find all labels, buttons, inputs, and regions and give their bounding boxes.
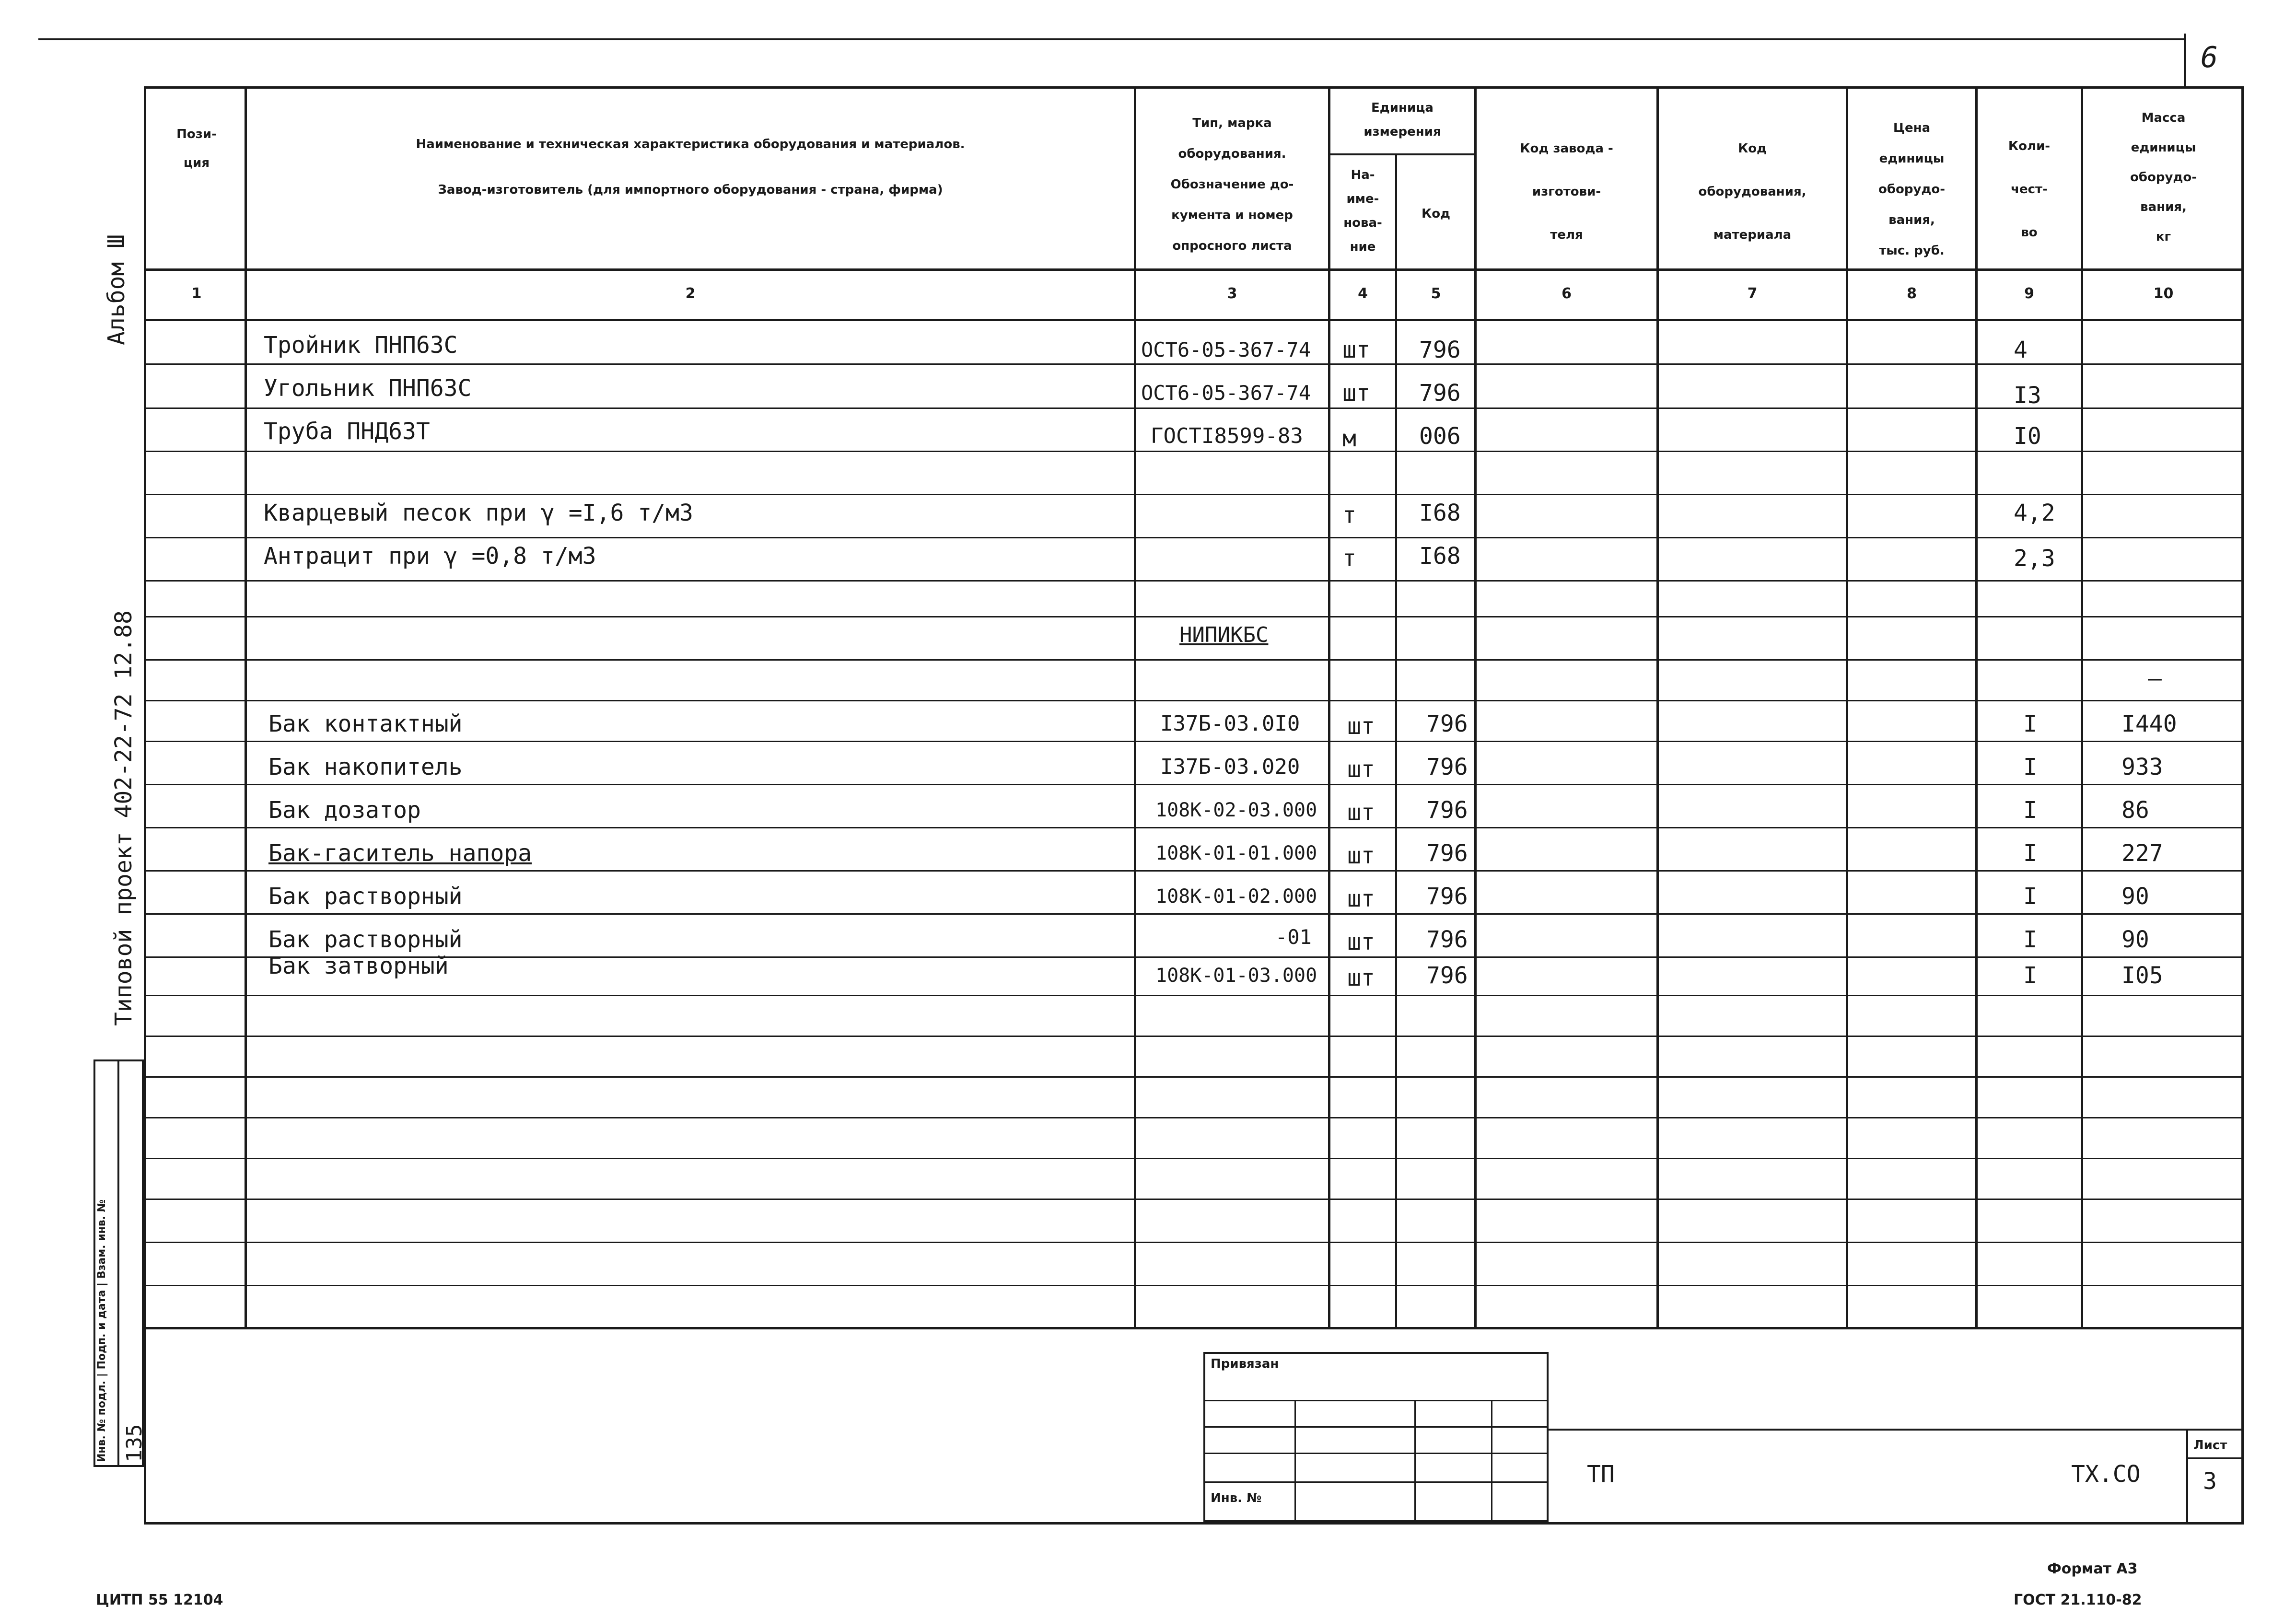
colnum-2: 2 — [685, 285, 696, 302]
row-15-qty: I — [2023, 962, 2037, 989]
footer-left: ЦИТП 55 12104 — [96, 1592, 223, 1608]
titleblock-code: ТХ.СО — [2071, 1461, 2141, 1488]
header-unit-code: Код — [1421, 207, 1451, 221]
colnum-4: 4 — [1358, 285, 1368, 302]
row-13-code: 796 — [1426, 883, 1468, 910]
col-line-6 — [1656, 86, 1659, 1328]
row-2-doc: ГОСТI8599-83 — [1151, 424, 1303, 448]
row-4-name: Кварцевый песок при γ =I,6 т/м3 — [264, 500, 693, 526]
col-line-2 — [1134, 86, 1136, 1328]
row-line — [144, 956, 2244, 958]
colnum-bottom-line — [144, 319, 2244, 321]
row-10-doc: I37Б-03.020 — [1160, 755, 1300, 779]
row-5-name: Антрацит при γ =0,8 т/м3 — [264, 543, 596, 570]
colnum-9: 9 — [2024, 285, 2034, 302]
row-0-qty: 4 — [2014, 337, 2028, 363]
row-line — [144, 784, 2244, 785]
tb-line — [1203, 1481, 1549, 1483]
col-line-1 — [245, 86, 247, 1328]
colnum-5: 5 — [1431, 285, 1441, 302]
row-14-name: Бак растворный — [268, 926, 463, 953]
row-5-code: I68 — [1419, 543, 1461, 570]
header-position: Пози- ция — [176, 127, 217, 170]
row-12-qty: I — [2023, 840, 2037, 867]
row-14-qty: I — [2023, 926, 2037, 953]
row-11-doc: 108К-02-03.000 — [1155, 799, 1317, 821]
project-label: Типовой проект 402-22-72 12.88 — [110, 610, 137, 1026]
colnum-10: 10 — [2153, 285, 2174, 302]
col-line-9 — [2081, 86, 2083, 1328]
row-10-unit: шт — [1347, 756, 1375, 783]
row-10-code: 796 — [1426, 754, 1468, 780]
row-9-code: 796 — [1426, 710, 1468, 737]
row-9-name: Бак контактный — [268, 710, 463, 737]
col-line-5 — [1474, 86, 1477, 1328]
row-line — [144, 870, 2244, 872]
header-bottom-line — [144, 268, 2244, 271]
header-price: Цена единицы оборудо- вания, тыс. руб. — [1878, 121, 1946, 258]
row-7-doc: НИПИКБС — [1179, 623, 1269, 647]
titleblock-list-value: 3 — [2203, 1468, 2217, 1495]
row-14-unit: шт — [1347, 929, 1375, 955]
row-0-unit: шт — [1342, 337, 1370, 363]
row-12-mass: 227 — [2121, 840, 2163, 867]
tb-vline — [1414, 1400, 1416, 1522]
row-0-name: Тройник ПНП63С — [264, 332, 458, 359]
tb-line — [1203, 1453, 1549, 1454]
col-line-8 — [1975, 86, 1978, 1328]
row-line — [144, 1158, 2244, 1159]
row-line — [144, 1242, 2244, 1243]
header-factory-code: Код завода - изготови- теля — [1520, 141, 1613, 242]
row-line — [144, 659, 2244, 661]
titleblock-inv-no: Инв. № — [1211, 1491, 1262, 1505]
tb-list-hline — [2186, 1457, 2244, 1459]
row-line — [144, 494, 2244, 495]
row-2-qty: I0 — [2014, 423, 2041, 450]
colnum-1: 1 — [191, 285, 202, 302]
row-11-unit: шт — [1347, 799, 1375, 826]
row-line — [144, 1285, 2244, 1286]
tb-line — [1203, 1400, 1549, 1401]
colnum-3: 3 — [1227, 285, 1237, 302]
row-1-code: 796 — [1419, 380, 1461, 407]
row-9-qty: I — [2023, 710, 2037, 737]
row-13-doc: 108К-01-02.000 — [1155, 885, 1317, 908]
row-line — [144, 407, 2244, 409]
row-14-doc: -01 — [1275, 925, 1312, 949]
titleblock-privyazan: Привязан — [1211, 1357, 1279, 1371]
header-name-line1: Наименование и техническая характеристика оборудования и материалов. — [416, 137, 965, 151]
tb-main-top — [1549, 1429, 2244, 1431]
col-line-7 — [1846, 86, 1848, 1328]
row-line — [144, 451, 2244, 452]
album-label: Альбом Ш — [103, 234, 130, 345]
row-line — [144, 741, 2244, 742]
stamp-divider — [117, 1059, 119, 1467]
row-13-mass: 90 — [2121, 883, 2149, 910]
row-4-unit: т — [1342, 502, 1356, 529]
row-15-name: Бак затворный — [268, 953, 449, 979]
tb-line — [1203, 1426, 1549, 1428]
colnum-8: 8 — [1907, 285, 1917, 302]
row-line — [144, 700, 2244, 701]
format-label: Формат А3 — [2047, 1560, 2138, 1577]
row-13-name: Бак растворный — [268, 883, 463, 910]
table-bottom-line — [144, 1327, 2244, 1329]
row-line — [144, 913, 2244, 915]
row-15-unit: шт — [1347, 965, 1375, 991]
row-10-name: Бак накопитель — [268, 754, 463, 780]
row-14-mass: 90 — [2121, 926, 2149, 953]
row-line — [144, 537, 2244, 538]
footer-right: ГОСТ 21.110-82 — [2014, 1592, 2142, 1608]
top-border-line — [38, 38, 2186, 40]
row-4-qty: 4,2 — [2014, 500, 2055, 526]
header-equipment-code: Код оборудования, материала — [1698, 141, 1806, 242]
row-13-qty: I — [2023, 883, 2037, 910]
row-12-unit: шт — [1347, 842, 1375, 869]
row-1-doc: ОСТ6-05-367-74 — [1141, 381, 1311, 405]
row-8-mass: – — [2148, 665, 2162, 692]
row-14-code: 796 — [1426, 926, 1468, 953]
row-5-unit: т — [1342, 545, 1356, 572]
row-12-doc: 108К-01-01.000 — [1155, 842, 1317, 864]
colnum-7: 7 — [1747, 285, 1758, 302]
row-11-code: 796 — [1426, 797, 1468, 824]
unit-group-line — [1328, 153, 1474, 155]
row-line — [144, 995, 2244, 996]
header-name-line2: Завод-изготовитель (для импортного оборудования - страна, фирма) — [438, 183, 943, 197]
tb-vline — [1491, 1400, 1492, 1522]
row-line — [144, 1199, 2244, 1200]
row-10-qty: I — [2023, 754, 2037, 780]
row-15-mass: I05 — [2121, 962, 2163, 989]
titleblock-list-label: Лист — [2193, 1438, 2227, 1453]
top-sheet-number: 6 — [2201, 41, 2218, 74]
header-quantity: Коли- чест- во — [2008, 139, 2051, 240]
row-10-mass: 933 — [2121, 754, 2163, 780]
row-line — [144, 1036, 2244, 1037]
row-2-name: Труба ПНД63Т — [264, 418, 430, 445]
row-9-unit: шт — [1347, 713, 1375, 740]
table-frame — [144, 86, 2244, 1328]
row-13-unit: шт — [1347, 885, 1375, 912]
row-0-code: 796 — [1419, 337, 1461, 363]
row-11-qty: I — [2023, 797, 2037, 824]
row-0-doc: ОСТ6-05-367-74 — [1141, 338, 1311, 361]
row-5-qty: 2,3 — [2014, 545, 2055, 572]
row-9-mass: I440 — [2121, 710, 2177, 737]
row-line — [144, 827, 2244, 828]
colnum-6: 6 — [1562, 285, 1572, 302]
row-4-code: I68 — [1419, 500, 1461, 526]
row-12-code: 796 — [1426, 840, 1468, 867]
row-1-name: Угольник ПНП63С — [264, 375, 472, 402]
row-2-unit: м — [1342, 425, 1356, 452]
row-12-name: Бак-гаситель напора — [268, 840, 532, 867]
row-15-code: 796 — [1426, 962, 1468, 989]
row-line — [144, 1117, 2244, 1118]
header-unit-group: Единица измерения — [1364, 101, 1441, 139]
row-9-doc: I37Б-03.0I0 — [1160, 711, 1300, 736]
row-line — [144, 616, 2244, 617]
row-2-code: 006 — [1419, 423, 1461, 450]
header-mass: Масса единицы оборудо- вания, кг — [2130, 111, 2197, 244]
header-unit-name: На- име- нова- ние — [1343, 168, 1382, 254]
row-1-qty: I3 — [2014, 382, 2041, 409]
row-line — [144, 580, 2244, 582]
row-1-unit: шт — [1342, 380, 1370, 407]
row-11-mass: 86 — [2121, 797, 2149, 824]
sidebar-stamp-number: 135 — [122, 1424, 147, 1462]
header-type: Тип, марка оборудования. Обозначение до- кумента и номер опросного листа — [1170, 116, 1294, 253]
row-15-doc: 108К-01-03.000 — [1155, 965, 1317, 987]
sidebar-stamp-labels: Инв. № подл. | Подп. и дата | Взам. инв. № — [96, 1199, 108, 1462]
tb-vline — [1294, 1400, 1296, 1522]
tb-list-vline — [2186, 1429, 2188, 1522]
col-line-3 — [1328, 86, 1330, 1328]
row-11-name: Бак дозатор — [268, 797, 421, 824]
titleblock-tp: ТП — [1587, 1461, 1615, 1488]
row-line — [144, 1076, 2244, 1078]
